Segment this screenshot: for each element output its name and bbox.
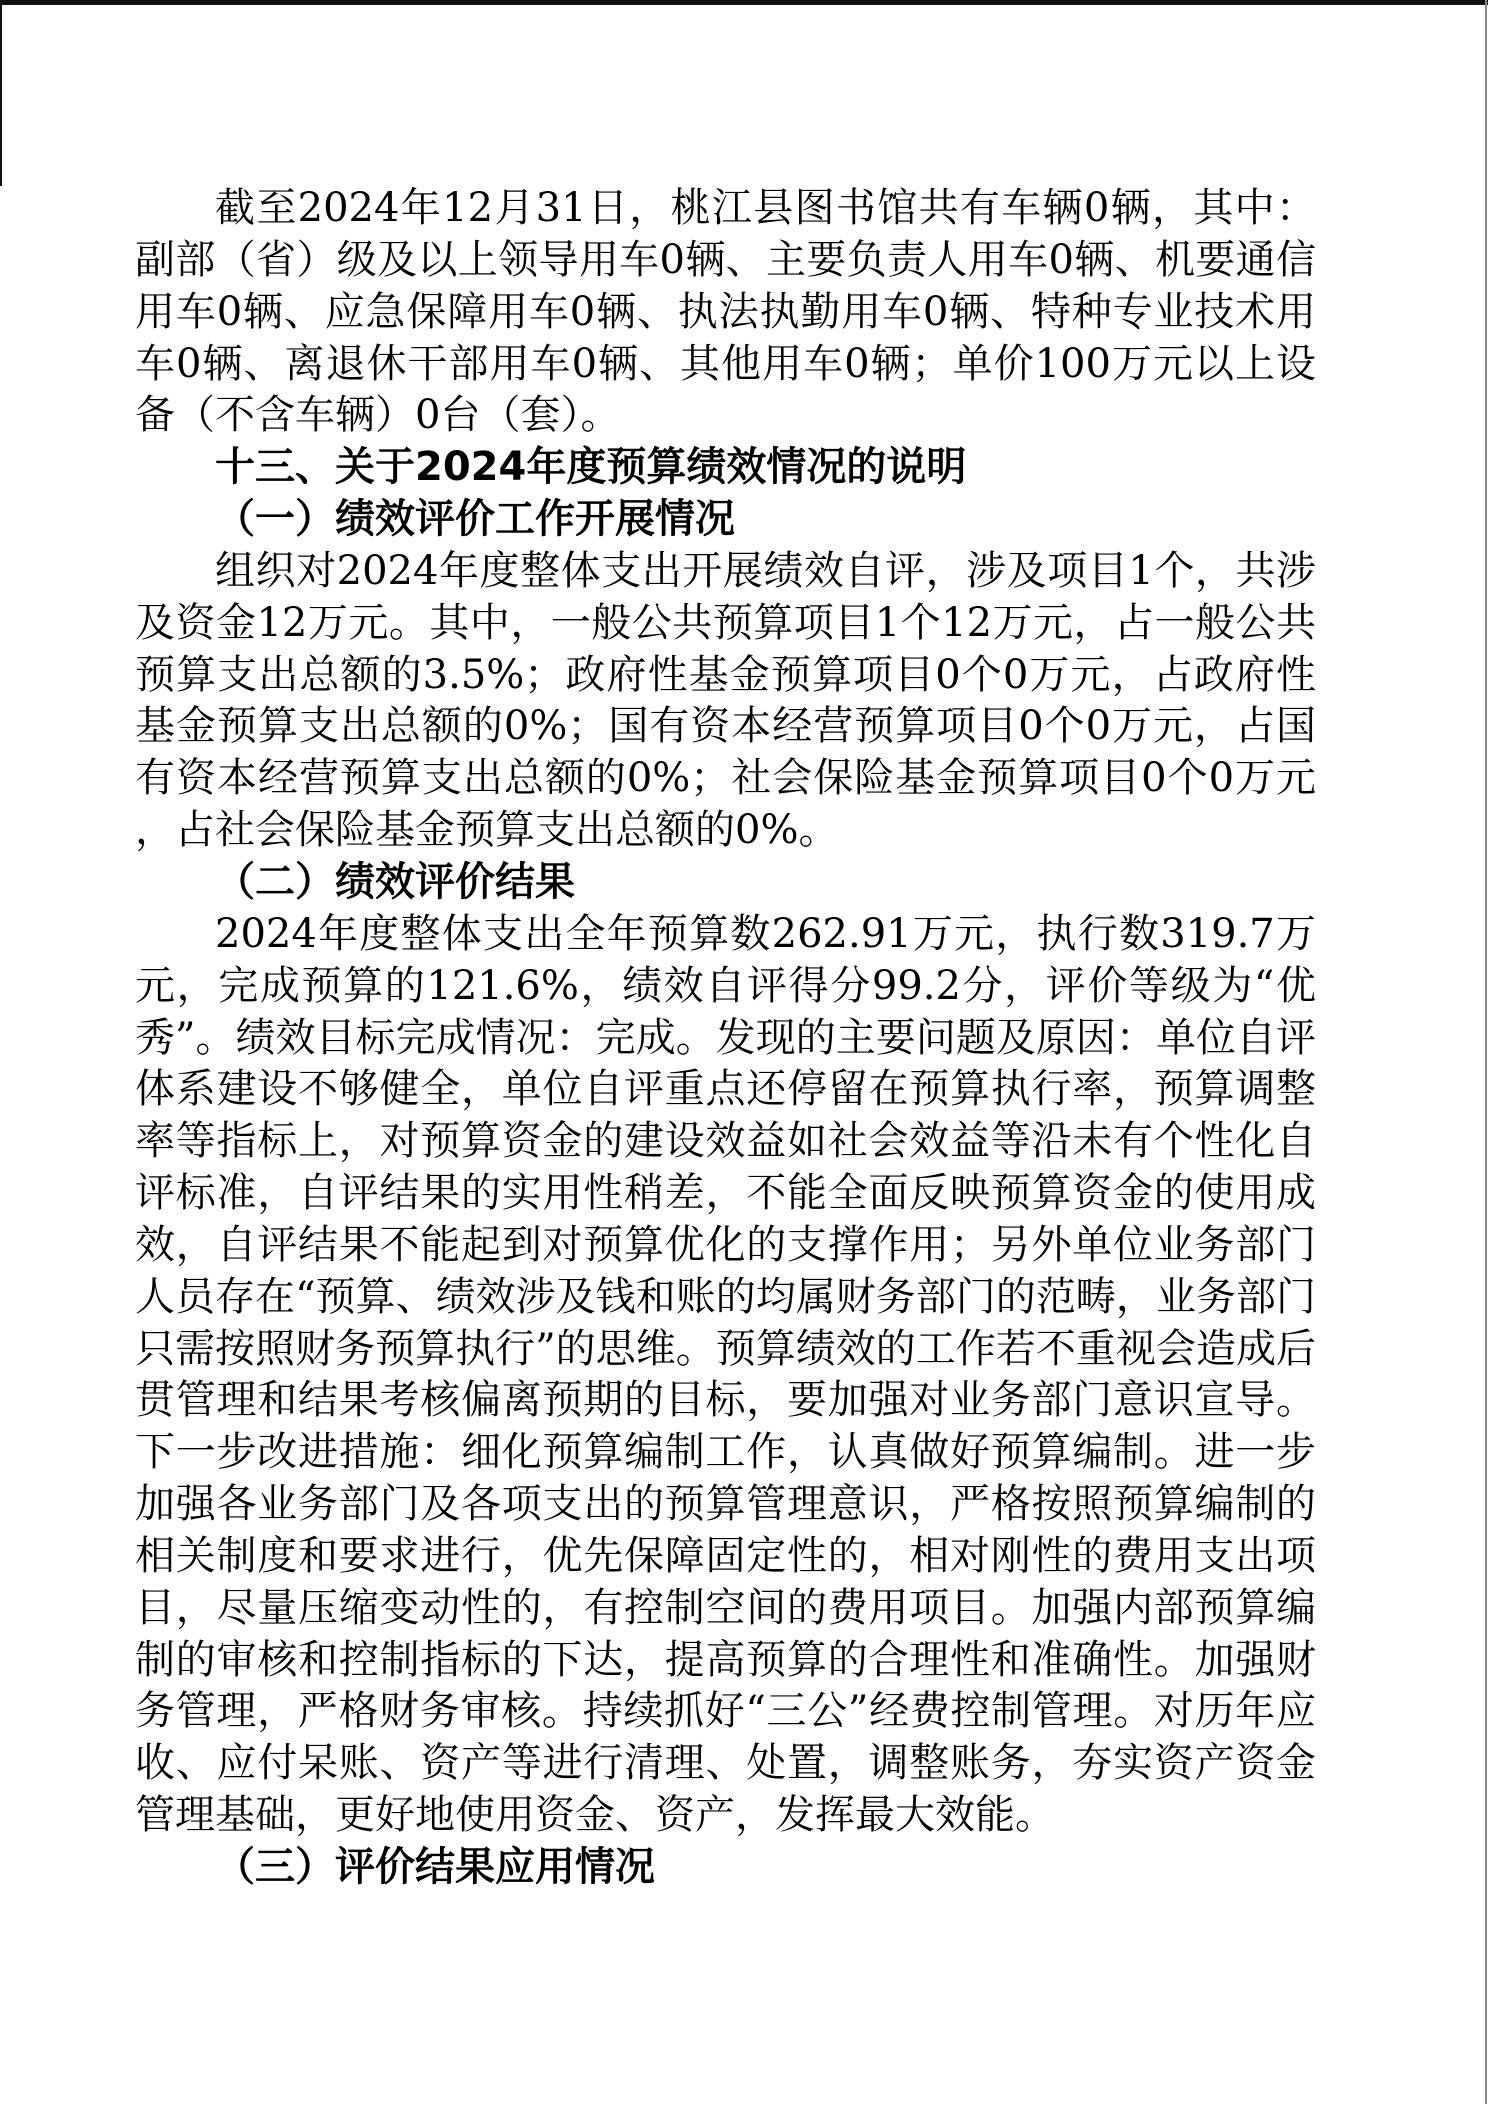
paragraph-self-evaluation-scope: 组织对2024年度整体支出开展绩效自评，涉及项目1个，共涉及资金12万元。其中，一般公共预算项目1个12万元，占一般公共预算支出总额的3.5%；政府性基金预算项目0个0万元，占政府性基金预算支出总额的0%；国有资本经营预算项目0个0万元，占国有资本经营预算支出总额的0%；社会保险基金预算项目0个0万元，占社会保险基金预算支出总额的0%。 bbox=[135, 547, 1316, 854]
heading-section-13-budget-performance: 十三、关于2024年度预算绩效情况的说明 bbox=[215, 444, 967, 491]
paragraph-evaluation-results-detail: 2024年度整体支出全年预算数262.91万元，执行数319.7万元，完成预算的121.6%，绩效自评得分99.2分，评价等级为“优秀”。绩效目标完成情况：完成。发现的主要问题及原因：单位自评体系建设不够健全，单位自评重点还停留在预算执行率，预算调整率等指标上，对预算资金的建设效益如社会效益等沿未有个性化自评标准，自评结果的实用性稍差，不能全面反映预算资金的使用成效，自评结果不能起到对预算优化的支撑作用；另外单位业务部门人员存在“预算、绩效涉及钱和账的均属财务部门的范畴，业务部门只需按照财务预算执行”的思维。预算绩效的工作若不重视会造成后贯管理和结果考核偏离预期的目标，要加强对业务部门意识宣导。下一步改进措施：细化预算编制工作，认真做好预算编制。进一步加强各业务部门及各项支出的预算管理意识，严格按照预算编制的相关制度和要求进行，优先保障固定性的，相对刚性的费用支出项目，尽量压缩变动性的，有控制空间的费用项目。加强内部预算编制的审核和控制指标的下达，提高预算的合理性和准确性。加强财务管理，严格财务审核。持续抓好“三公”经费控制管理。对历年应收、应付呆账、资产等进行清理、处置，调整账务，夯实资产资金管理基础，更好地使用资金、资产，发挥最大效能。 bbox=[135, 910, 1316, 1839]
heading-subsection-3-results-application: （三）评价结果应用情况 bbox=[215, 1844, 655, 1890]
paragraph-vehicle-equipment-summary: 截至2024年12月31日，桃江县图书馆共有车辆0辆，其中：副部（省）级及以上领导用车0辆、主要负责人用车0辆、机要通信用车0辆、应急保障用车0辆、执法执勤用车0辆、特种专业技术用车0辆、离退休干部用车0辆、其他用车0辆；单价100万元以上设备（不含车辆）0台（套）。 bbox=[135, 185, 1316, 439]
heading-subsection-1-evaluation-work: （一）绩效评价工作开展情况 bbox=[215, 496, 735, 543]
document-body bbox=[135, 183, 1316, 1894]
heading-subsection-2-evaluation-results: （二）绩效评价结果 bbox=[215, 858, 575, 905]
page-left-edge bbox=[0, 0, 2, 186]
page-right-edge bbox=[1485, 0, 1487, 2104]
page-top-edge bbox=[0, 0, 1488, 5]
